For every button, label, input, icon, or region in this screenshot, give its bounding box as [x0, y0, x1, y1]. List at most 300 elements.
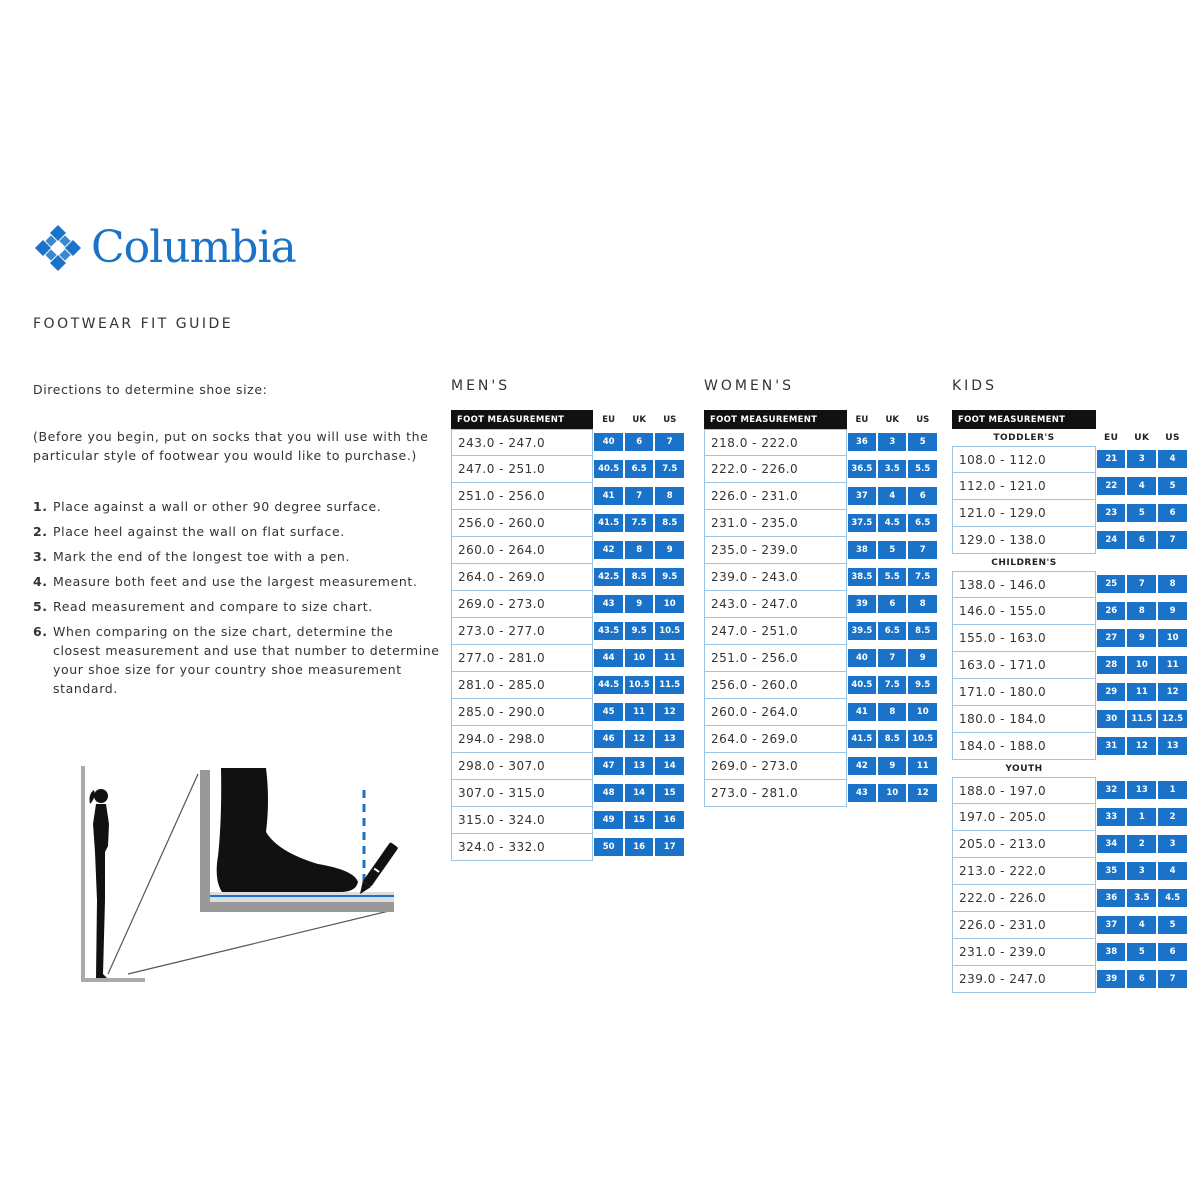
uk-cell [877, 510, 907, 537]
us-value: 7 [1158, 531, 1187, 549]
uk-value: 8.5 [878, 730, 906, 748]
us-cell [654, 807, 685, 834]
table-row [952, 446, 1188, 473]
us-cell [654, 510, 685, 537]
us-value: 12.5 [1158, 710, 1187, 728]
uk-cell [624, 483, 655, 510]
eu-cell [593, 645, 624, 672]
eu-value: 40 [848, 649, 877, 667]
table-row [952, 939, 1188, 966]
uk-value: 3 [1127, 862, 1156, 880]
eu-cell [1096, 804, 1126, 831]
foot-measurement-cell: 155.0 - 163.0 [952, 625, 1096, 652]
table-row [704, 537, 938, 564]
us-value: 4 [1158, 862, 1187, 880]
foot-measurement-cell: 260.0 - 264.0 [451, 537, 593, 564]
table-row [451, 753, 685, 780]
uk-cell [1126, 966, 1157, 993]
uk-value: 4 [1127, 916, 1156, 934]
eu-value: 34 [1097, 835, 1125, 853]
group-label: TODDLER'S [993, 432, 1055, 443]
foot-measuring-icon [78, 760, 418, 990]
us-value: 11 [908, 757, 937, 775]
uk-value: 4 [1127, 477, 1156, 495]
eu-value: 47 [594, 757, 623, 775]
us-value: 7 [655, 433, 684, 451]
foot-measurement-cell: 163.0 - 171.0 [952, 652, 1096, 679]
us-value: 9.5 [908, 676, 937, 694]
us-cell [907, 726, 938, 753]
step-number: 2. [33, 524, 48, 539]
eu-value: 39 [848, 595, 877, 613]
eu-cell [1096, 939, 1126, 966]
uk-cell [624, 456, 655, 483]
foot-measurement-header: FOOT MEASUREMENT [952, 410, 1096, 429]
eu-cell [847, 672, 878, 699]
us-value: 6 [908, 487, 937, 505]
foot-measurement-cell: 260.0 - 264.0 [704, 699, 847, 726]
foot-measurement-cell: 269.0 - 273.0 [451, 591, 593, 618]
step-number: 4. [33, 574, 48, 589]
eu-value: 44.5 [594, 676, 623, 694]
eu-cell [1096, 858, 1126, 885]
us-value: 7.5 [908, 568, 937, 586]
uk-value: 4.5 [878, 514, 906, 532]
uk-cell [877, 591, 907, 618]
us-value: 12 [1158, 683, 1187, 701]
eu-value: 35 [1097, 862, 1125, 880]
table-row [952, 966, 1188, 993]
us-cell [1157, 885, 1188, 912]
us-cell [1157, 912, 1188, 939]
uk-value: 12 [1127, 737, 1156, 755]
us-value: 13 [655, 730, 684, 748]
us-value: 5 [1158, 477, 1187, 495]
eu-value: 36.5 [848, 460, 877, 478]
uk-value: 9 [625, 595, 654, 613]
table-row [451, 645, 685, 672]
uk-value: 10.5 [625, 676, 654, 694]
foot-measurement-cell: 247.0 - 251.0 [451, 456, 593, 483]
table-row [451, 429, 685, 456]
us-value: 10 [655, 595, 684, 613]
uk-cell [1126, 777, 1157, 804]
foot-measurement-cell: 112.0 - 121.0 [952, 473, 1096, 500]
foot-measurement-cell: 277.0 - 281.0 [451, 645, 593, 672]
table-row [952, 652, 1188, 679]
us-cell [907, 618, 938, 645]
table-row [704, 780, 938, 807]
uk-value: 12 [625, 730, 654, 748]
foot-measurement-cell: 264.0 - 269.0 [704, 726, 847, 753]
foot-measurement-cell: 146.0 - 155.0 [952, 598, 1096, 625]
uk-cell [624, 429, 655, 456]
uk-value: 7 [878, 649, 906, 667]
eu-value: 43 [594, 595, 623, 613]
eu-cell [1096, 598, 1126, 625]
us-value: 8 [908, 595, 937, 613]
uk-cell [877, 753, 907, 780]
eu-cell [593, 618, 624, 645]
directions [33, 380, 443, 704]
uk-cell [1126, 679, 1157, 706]
uk-value: 13 [1127, 781, 1156, 799]
uk-cell [877, 564, 907, 591]
us-value: 6 [1158, 943, 1187, 961]
uk-value: 3 [878, 433, 906, 451]
pen-icon [356, 842, 399, 897]
us-cell [1157, 939, 1188, 966]
foot-measurement-cell: 256.0 - 260.0 [704, 672, 847, 699]
us-value: 14 [655, 757, 684, 775]
uk-cell [1126, 571, 1157, 598]
eu-cell [593, 483, 624, 510]
uk-value: 6.5 [625, 460, 654, 478]
us-cell [654, 780, 685, 807]
uk-cell [877, 645, 907, 672]
table-row [952, 706, 1188, 733]
uk-cell [1126, 733, 1157, 760]
eu-value: 32 [1097, 781, 1125, 799]
foot-measurement-cell: 269.0 - 273.0 [704, 753, 847, 780]
eu-cell [593, 807, 624, 834]
us-value: 8 [655, 487, 684, 505]
uk-value: 7.5 [878, 676, 906, 694]
eu-cell [847, 726, 878, 753]
eu-cell [1096, 571, 1126, 598]
uk-value: 10 [878, 784, 906, 802]
table-row [451, 537, 685, 564]
step-text: Place heel against the wall on flat surface. [53, 524, 345, 539]
eu-value: 24 [1097, 531, 1125, 549]
foot-measurement-cell: 251.0 - 256.0 [704, 645, 847, 672]
uk-value: 10 [625, 649, 654, 667]
eu-cell [1096, 679, 1126, 706]
us-value: 16 [655, 811, 684, 829]
eu-value: 40.5 [594, 460, 623, 478]
us-value: 6 [1158, 504, 1187, 522]
directions-steps [33, 497, 443, 698]
eu-cell [1096, 885, 1126, 912]
kids-title: KIDS [952, 378, 997, 394]
us-value: 4.5 [1158, 889, 1187, 907]
us-value: 10 [1158, 629, 1187, 647]
table-row [952, 473, 1188, 500]
uk-value: 11 [625, 703, 654, 721]
uk-cell [877, 672, 907, 699]
step-number: 3. [33, 549, 48, 564]
uk-header: UK [632, 414, 646, 425]
us-value: 9 [908, 649, 937, 667]
table-row [451, 564, 685, 591]
us-cell [1157, 733, 1188, 760]
eu-cell [1096, 831, 1126, 858]
uk-value: 4 [878, 487, 906, 505]
uk-value: 7 [625, 487, 654, 505]
foot-measurement-cell: 226.0 - 231.0 [952, 912, 1096, 939]
foot-measurement-cell: 129.0 - 138.0 [952, 527, 1096, 554]
group-header [952, 554, 1188, 571]
us-cell [654, 564, 685, 591]
us-value: 4 [1158, 450, 1187, 468]
uk-header: UK [885, 414, 900, 425]
foot-measurement-cell: 264.0 - 269.0 [451, 564, 593, 591]
foot-measurement-cell: 197.0 - 205.0 [952, 804, 1096, 831]
table-row [952, 527, 1188, 554]
us-value: 2 [1158, 808, 1187, 826]
us-cell [1157, 500, 1188, 527]
uk-cell [1126, 804, 1157, 831]
us-cell [907, 537, 938, 564]
uk-value: 5 [878, 541, 906, 559]
table-row [451, 510, 685, 537]
uk-value: 7.5 [625, 514, 654, 532]
uk-value: 8 [878, 703, 906, 721]
us-cell [654, 591, 685, 618]
eu-cell [593, 834, 624, 861]
eu-value: 29 [1097, 683, 1125, 701]
us-cell [907, 456, 938, 483]
eu-cell [593, 780, 624, 807]
us-header [1157, 760, 1188, 777]
uk-cell [624, 699, 655, 726]
uk-value: 11 [1127, 683, 1156, 701]
uk-cell [624, 537, 655, 564]
womens-title: WOMEN'S [704, 378, 794, 394]
table-row [952, 858, 1188, 885]
spacer [1126, 410, 1157, 429]
uk-value: 5 [1127, 504, 1156, 522]
us-cell [654, 429, 685, 456]
uk-value: 13 [625, 757, 654, 775]
foot-measurement-cell: 171.0 - 180.0 [952, 679, 1096, 706]
foot-measurement-cell: 315.0 - 324.0 [451, 807, 593, 834]
table-row [451, 834, 685, 861]
eu-value: 39 [1097, 970, 1125, 988]
us-value: 11 [655, 649, 684, 667]
uk-value: 9 [878, 757, 906, 775]
uk-value: 10 [1127, 656, 1156, 674]
eu-cell [847, 510, 878, 537]
uk-cell [1126, 446, 1157, 473]
table-row [952, 598, 1188, 625]
uk-cell [877, 456, 907, 483]
foot-measurement-cell: 222.0 - 226.0 [952, 885, 1096, 912]
table-row [451, 591, 685, 618]
table-row [704, 645, 938, 672]
table-row [952, 804, 1188, 831]
table-row [952, 625, 1188, 652]
us-value: 13 [1158, 737, 1187, 755]
us-cell [907, 429, 938, 456]
us-cell [907, 672, 938, 699]
us-cell [654, 645, 685, 672]
table-row [704, 618, 938, 645]
eu-value: 36 [1097, 889, 1125, 907]
uk-value: 15 [625, 811, 654, 829]
uk-cell [877, 726, 907, 753]
uk-cell [624, 672, 655, 699]
step-number: 1. [33, 499, 48, 514]
us-cell [1157, 804, 1188, 831]
table-row [704, 726, 938, 753]
uk-value: 8.5 [625, 568, 654, 586]
uk-cell [1126, 706, 1157, 733]
us-value: 6.5 [908, 514, 937, 532]
us-value: 5 [908, 433, 937, 451]
mens-title: MEN'S [451, 378, 511, 394]
eu-cell [593, 726, 624, 753]
foot-measurement-header: FOOT MEASUREMENT [451, 410, 593, 429]
eu-value: 42.5 [594, 568, 623, 586]
us-cell [907, 510, 938, 537]
table-row [704, 591, 938, 618]
eu-cell [847, 780, 878, 807]
uk-value: 9.5 [625, 622, 654, 640]
table-row [451, 780, 685, 807]
foot-measurement-cell: 247.0 - 251.0 [704, 618, 847, 645]
eu-value: 38 [1097, 943, 1125, 961]
us-value: 10.5 [908, 730, 937, 748]
eu-cell [593, 564, 624, 591]
foot-measurement-cell: 121.0 - 129.0 [952, 500, 1096, 527]
table-row [451, 483, 685, 510]
eu-value: 41.5 [594, 514, 623, 532]
foot-icon [217, 768, 358, 892]
eu-cell [1096, 733, 1126, 760]
uk-cell [877, 699, 907, 726]
foot-measurement-cell: 273.0 - 281.0 [704, 780, 847, 807]
group-label: YOUTH [1005, 763, 1043, 774]
uk-value: 11.5 [1127, 710, 1156, 728]
foot-measurement-cell: 294.0 - 298.0 [451, 726, 593, 753]
us-value: 7.5 [655, 460, 684, 478]
table-row [451, 618, 685, 645]
eu-value: 41 [594, 487, 623, 505]
table-row [704, 753, 938, 780]
us-cell [1157, 777, 1188, 804]
eu-cell [847, 618, 878, 645]
uk-cell [624, 807, 655, 834]
uk-value: 8 [1127, 602, 1156, 620]
uk-value: 3.5 [1127, 889, 1156, 907]
eu-value: 30 [1097, 710, 1125, 728]
uk-value: 6 [1127, 531, 1156, 549]
us-cell [1157, 652, 1188, 679]
eu-cell [1096, 777, 1126, 804]
eu-cell [1096, 652, 1126, 679]
us-cell [654, 753, 685, 780]
uk-value: 3 [1127, 450, 1156, 468]
us-value: 11.5 [655, 676, 684, 694]
uk-value: 1 [1127, 808, 1156, 826]
foot-measurement-cell: 239.0 - 247.0 [952, 966, 1096, 993]
eu-value: 21 [1097, 450, 1125, 468]
eu-value: 42 [848, 757, 877, 775]
table-row [451, 672, 685, 699]
uk-cell [1126, 912, 1157, 939]
foot-measurement-cell: 256.0 - 260.0 [451, 510, 593, 537]
womens-size-table [704, 410, 938, 807]
eu-cell [847, 645, 878, 672]
eu-cell [847, 564, 878, 591]
us-header: US [916, 414, 930, 425]
directions-heading: Directions to determine shoe size: [33, 382, 268, 397]
uk-value: 7 [1127, 575, 1156, 593]
foot-measurement-cell: 281.0 - 285.0 [451, 672, 593, 699]
eu-value: 26 [1097, 602, 1125, 620]
direction-step [33, 572, 443, 591]
us-cell [907, 753, 938, 780]
foot-measurement-header: FOOT MEASUREMENT [704, 410, 847, 429]
eu-value: 28 [1097, 656, 1125, 674]
direction-step [33, 497, 443, 516]
group-header [952, 760, 1188, 777]
uk-cell [1126, 939, 1157, 966]
step-text: Measure both feet and use the largest measurement. [53, 574, 418, 589]
foot-measurement-cell: 231.0 - 235.0 [704, 510, 847, 537]
foot-measurement-cell: 205.0 - 213.0 [952, 831, 1096, 858]
directions-pre-note: (Before you begin, put on socks that you will use with the particular style of footwear you would like to purchase.) [33, 429, 429, 463]
foot-measurement-cell: 108.0 - 112.0 [952, 446, 1096, 473]
eu-value: 44 [594, 649, 623, 667]
table-row [704, 564, 938, 591]
columbia-logo [33, 220, 296, 276]
us-cell [654, 726, 685, 753]
uk-cell [624, 645, 655, 672]
us-cell [1157, 966, 1188, 993]
table-row [952, 885, 1188, 912]
us-cell [907, 780, 938, 807]
uk-value: 16 [625, 838, 654, 856]
columbia-diamond-logo-icon [33, 223, 83, 273]
uk-cell [1126, 473, 1157, 500]
table-row [704, 456, 938, 483]
us-cell [1157, 858, 1188, 885]
eu-cell [1096, 527, 1126, 554]
uk-cell [624, 591, 655, 618]
direction-step [33, 622, 443, 698]
eu-cell [847, 753, 878, 780]
uk-cell [1126, 885, 1157, 912]
eu-cell [593, 429, 624, 456]
uk-cell [624, 618, 655, 645]
us-cell [1157, 831, 1188, 858]
eu-value: 36 [848, 433, 877, 451]
uk-cell [877, 483, 907, 510]
us-value: 17 [655, 838, 684, 856]
uk-cell [624, 510, 655, 537]
table-row [952, 912, 1188, 939]
uk-value: 8 [625, 541, 654, 559]
table-header [451, 410, 685, 429]
table-row [704, 429, 938, 456]
us-value: 10 [908, 703, 937, 721]
foot-measurement-cell: 222.0 - 226.0 [704, 456, 847, 483]
eu-value: 38.5 [848, 568, 877, 586]
eu-header [1096, 760, 1126, 777]
us-cell [654, 699, 685, 726]
us-header: US [663, 414, 677, 425]
uk-header: UK [1134, 432, 1150, 443]
eu-cell [847, 537, 878, 564]
uk-cell [877, 618, 907, 645]
us-cell [1157, 473, 1188, 500]
foot-measurement-cell: 138.0 - 146.0 [952, 571, 1096, 598]
uk-cell [624, 780, 655, 807]
us-cell [1157, 446, 1188, 473]
eu-cell [593, 699, 624, 726]
